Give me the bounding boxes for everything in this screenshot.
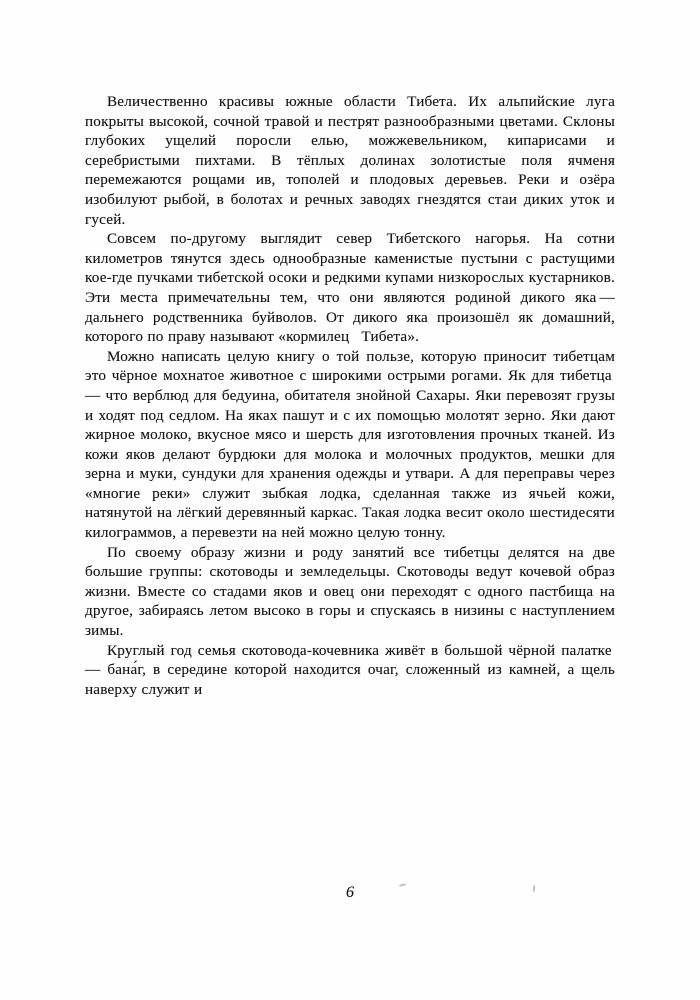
body-text-block bbox=[85, 92, 615, 699]
paragraph: Можно написать целую книгу о той пользе, которую приносит тибетцам это чёрное мохнатое животное с широкими острыми рогами. Як для тибетца — что верблюд для бедуина, обитателя знойной Сахары. Яки перевозят грузы и ходят под седлом. На яках пашут и с их помощью молотят зерно. Яки дают жирное молоко, вкусное мясо и шерсть для изготовления прочных тканей. Из кожи яков делают бурдюки для молока и молочных продуктов, мешки для зерна и муки, сундуки для хранения одежды и утвари. А для переправы через «многие реки» служит зыбкая лодка, сделанная также из ячьей кожи, натянутой на лёгкий деревянный каркас. Такая лодка весит около шестидесяти килограммов, а перевезти на ней можно целую тонну. bbox=[85, 347, 615, 542]
paragraph: Круглый год семья скотовода-кочевника живёт в большой чёрной палатке — бана́г, в середине которой находится очаг, сложенный из камней, а щель наверху служит и bbox=[85, 641, 615, 698]
paragraph: Совсем по-другому выглядит север Тибетского нагорья. На сотни километров тянутся здесь однообразные каменистые пустыни с растущими кое-где пучками тибетской осоки и редкими купами низкорослых кустарников. Эти места примечательны тем, что они являются родиной дикого яка — дальнего родственника буйволов. От дикого яка произошёл як домашний, которого по праву называют «кормилец Тибета». bbox=[85, 230, 615, 346]
paragraph: По своему образу жизни и роду занятий все тибетцы делятся на две большие группы: скотоводы и земледельцы. Скотоводы ведут кочевой образ жизни. Вместе со стадами яков и овец они переходят с одного пастбища на другое, забираясь летом высоко в горы и спускаясь в низины с наступлением зимы. bbox=[85, 543, 615, 640]
page-footer bbox=[0, 884, 700, 902]
paragraph: Величественно красивы южные области Тибета. Их альпийские луга покрыты высокой, сочной травой и пестрят разнообразными цветами. Склоны глубоких ущелий поросли елью, можжевельником, кипарисами и серебристыми пихтами. В тёплых долинах золотистые поля ячменя перемежаются рощами ив, тополей и плодовых деревьев. Реки и озёра изобилуют рыбой, в болотах и речных заводях гнездятся стаи диких уток и гусей. bbox=[85, 93, 615, 228]
page-number: 6 bbox=[346, 884, 354, 901]
